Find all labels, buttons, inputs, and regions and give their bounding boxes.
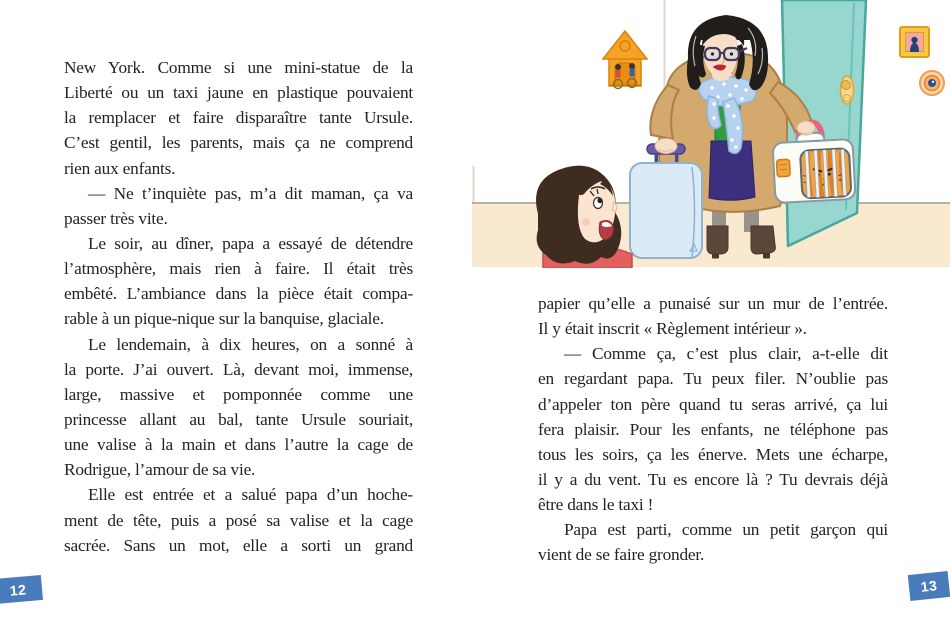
text-line: Liberté ou un taxi jaune en plastique pouvaient [64, 83, 413, 103]
text-line: la porte. J’ai ouvert. Là, devant moi, immense, [64, 359, 413, 379]
text-line: papier qu’elle a punaisé sur un mur de l’entrée. [538, 294, 888, 313]
text-line: une valise à la main et dans l’autre la cage de [64, 435, 413, 455]
text-line: ment de tête, puis a posé sa valise et la cage [64, 510, 413, 530]
text-line: Rodrigue, l’amour de sa vie. [64, 460, 256, 480]
text-line: sacrée. Sans un mot, elle a sorti un grand [64, 535, 413, 555]
text-line: Le soir, au dîner, papa a essayé de détendre [88, 233, 413, 253]
picture-frame [900, 27, 929, 57]
page-number-right: 13 [908, 571, 950, 601]
text-line: New York. Comme si une mini-statue de la [64, 58, 413, 77]
illustration-svg [466, 0, 950, 268]
left-page-text [64, 55, 413, 558]
page-number-left: 12 [0, 575, 43, 604]
illustration [466, 0, 950, 268]
text-line: — Comme ça, c’est plus clair, a-t-elle dit [564, 344, 888, 364]
text-line: Il y était inscrit « Règlement intérieur ». [538, 319, 807, 339]
text-line: l’atmosphère, mais rien à faire. Il était très [64, 259, 413, 279]
spiral-ornament [920, 71, 944, 95]
text-line: embêté. L’ambiance dans la pièce était compa- [64, 284, 413, 304]
text-line: Papa est parti, comme un petit garçon qui [564, 520, 888, 540]
text-line: vient de se faire gronder. [538, 545, 705, 565]
door-handle [841, 76, 854, 104]
girl [536, 166, 632, 268]
text-line: tous les soirs, ça les énerve. Mets une écharpe, [538, 444, 888, 464]
text-line: en regardant papa. Tu peux filer. N’oublie pas [538, 369, 888, 389]
text-line: — Ne t’inquiète pas, m’a dit maman, ça va [88, 183, 413, 203]
carrier-latch [776, 159, 790, 177]
text-line: il y a du vent. Tu es encore là ? Tu devrais déjà [538, 469, 888, 489]
text-line: Le lendemain, à dix heures, on a sonné à [88, 334, 413, 354]
text-line: rien aux enfants. [64, 158, 176, 178]
text-line: la remplacer et faire disparaître tante Ursule. [64, 108, 413, 128]
text-line: être dans le taxi ! [538, 495, 654, 515]
text-line: passer très vite. [64, 208, 168, 228]
text-line: princesse allant au bal, tante Ursule souriait, [64, 409, 413, 429]
right-hand [797, 121, 815, 135]
text-line: d’appeler ton père quand tu seras arrivé, ça lui [538, 394, 888, 414]
text-line: fera plaisir. Pour les enfants, ne téléphone pas [538, 419, 888, 439]
text-line: large, massive et pomponnée comme une [64, 384, 413, 404]
house-key-holder [603, 31, 647, 89]
text-line: C’est gentil, les parents, mais ça ne comprend [64, 133, 413, 153]
right-page-text [538, 291, 888, 568]
text-line: Elle est entrée et a salué papa d’un hoche- [88, 485, 413, 505]
text-line: rable à un pique-nique sur la banquise, glaciale. [64, 309, 384, 329]
